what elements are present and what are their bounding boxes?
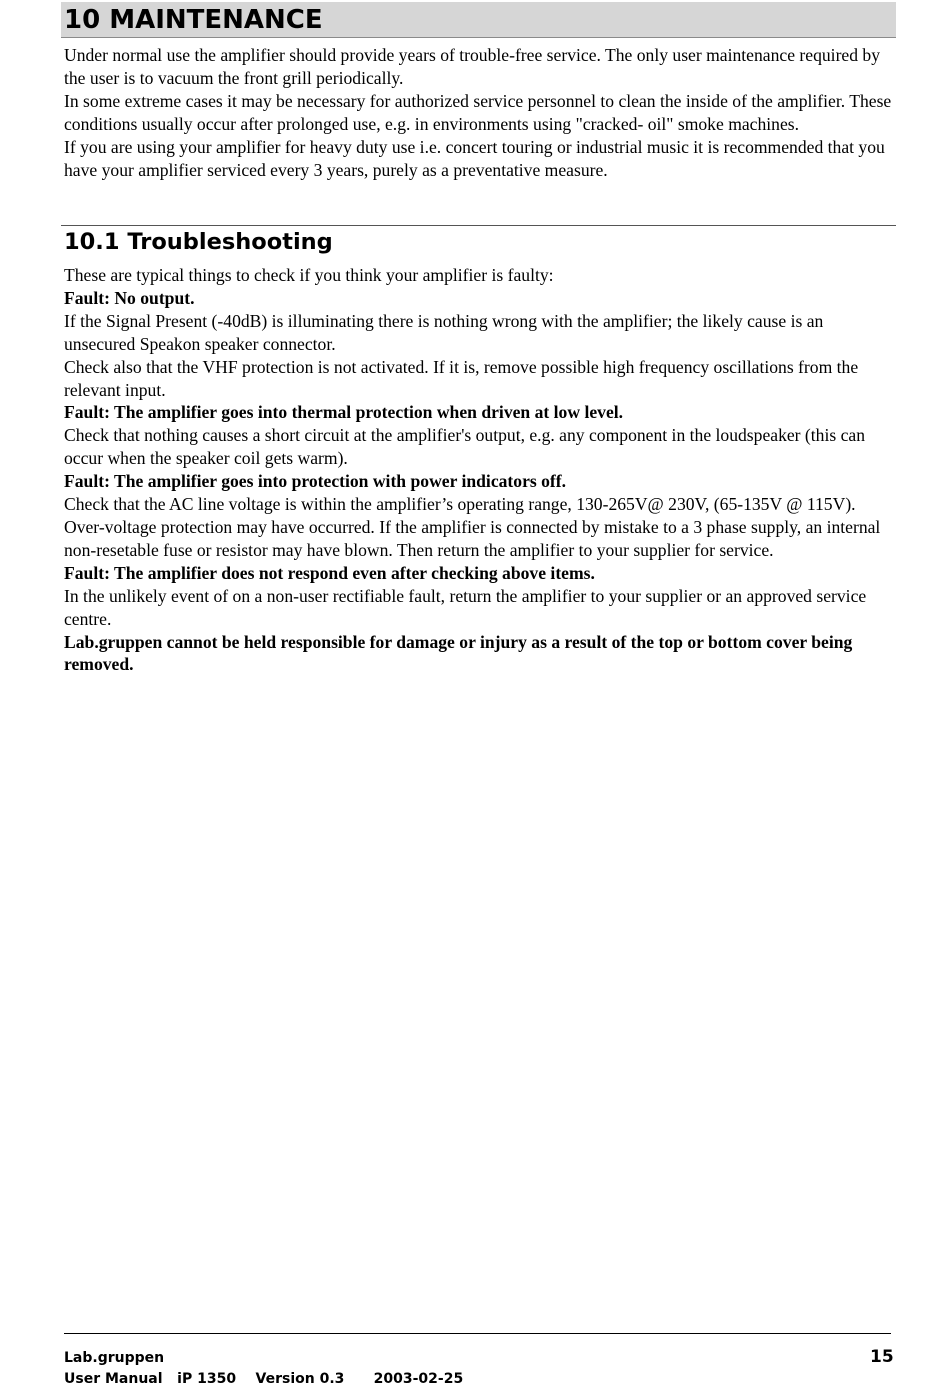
fault-text: Check that nothing causes a short circuit at the amplifier's output, e.g. any component in the loudspeaker (this can occur when the speaker coil gets warm). [64, 425, 866, 469]
maintenance-paragraph: If you are using your amplifier for heavy duty use i.e. concert touring or industrial music it is recommended that you have your amplifier serviced every 3 years, purely as a preventative measure. [64, 136, 885, 180]
footer-brand: Lab.gruppen [64, 1350, 165, 1366]
fault-title: Fault: The amplifier goes into thermal protection when driven at low level. [64, 402, 624, 423]
footer-divider [64, 1333, 891, 1334]
maintenance-paragraph: Under normal use the amplifier should provide years of trouble-free service. The only user maintenance required by the user is to vacuum the front grill periodically. [64, 45, 881, 88]
disclaimer: Lab.gruppen cannot be held responsible for damage or injury as a result of the top or bottom cover being removed. [64, 631, 853, 675]
maintenance-body [64, 44, 894, 181]
section-heading-bar [61, 2, 896, 38]
section-heading: 10 MAINTENANCE [64, 5, 323, 35]
fault-text: Check that the AC line voltage is within the amplifier’s operating range, 130-265V@ 230V, (65-135V @ 115V). Over-voltage protection may have occurred. If the amplifier is connected by mistake to a 3 phase supply, an internal non-resetable fuse or resistor may have blown. Then return the amplifier to your supplier for service. [64, 494, 881, 560]
footer-doc-info: User Manual iP 1350 Version 0.3 2003-02-25 [64, 1371, 464, 1387]
troubleshooting-body [64, 264, 894, 676]
fault-title: Fault: No output. [64, 287, 195, 308]
fault-text: In the unlikely event of on a non-user rectifiable fault, return the amplifier to your supplier or an approved service centre. [64, 585, 867, 629]
fault-text: If the Signal Present (-40dB) is illuminating there is nothing wrong with the amplifier; the likely cause is an unsecured Speakon speaker connector. [64, 310, 824, 354]
subsection-heading: 10.1 Troubleshooting [64, 229, 333, 255]
fault-title: Fault: The amplifier goes into protection with power indicators off. [64, 471, 567, 492]
maintenance-paragraph: In some extreme cases it may be necessary for authorized service personnel to clean the inside of the amplifier. These conditions usually occur after prolonged use, e.g. in environments using "cracked- oil" smoke machines. [64, 90, 892, 134]
section-divider [61, 225, 896, 226]
page-number: 15 [870, 1347, 894, 1367]
troubleshooting-intro: These are typical things to check if you think your amplifier is faulty: [64, 265, 554, 285]
fault-title: Fault: The amplifier does not respond even after checking above items. [64, 562, 595, 583]
fault-text: Check also that the VHF protection is not activated. If it is, remove possible high frequency oscillations from the relevant input. [64, 356, 859, 400]
